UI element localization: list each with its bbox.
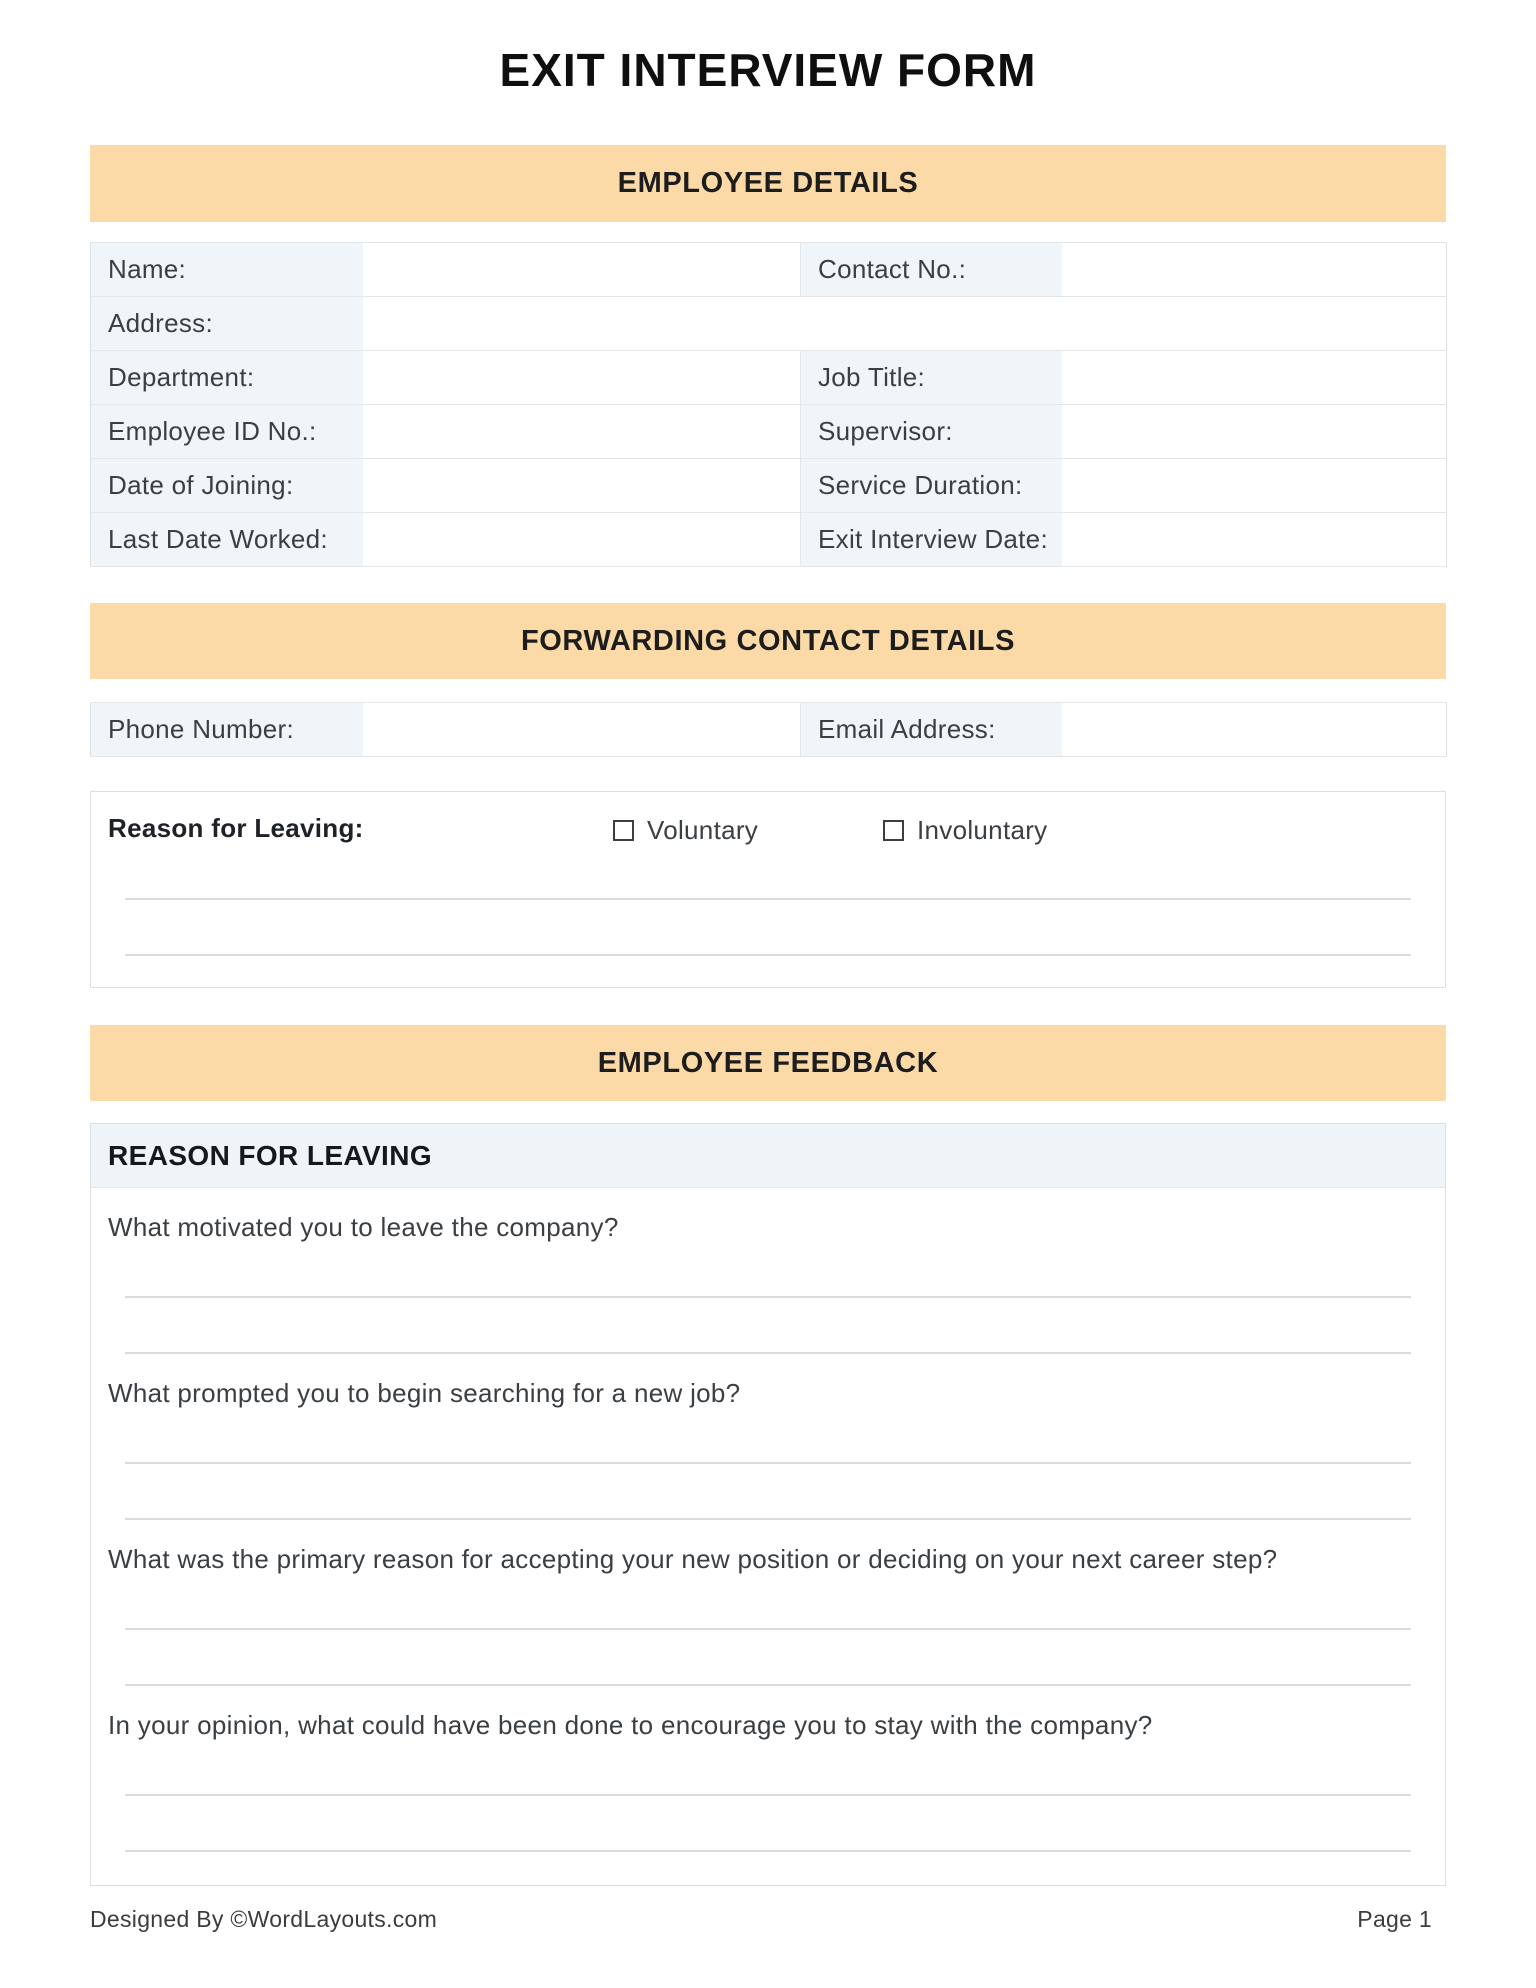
- date-of-joining-label: Date of Joining:: [91, 459, 363, 513]
- department-input-cell[interactable]: [363, 351, 801, 405]
- employee-details-table: [90, 242, 1447, 567]
- involuntary-checkbox-option[interactable]: [883, 815, 1047, 846]
- email-address-label: Email Address:: [801, 703, 1062, 757]
- contact-no-label: Contact No.:: [801, 243, 1062, 297]
- table-row: [91, 351, 1447, 405]
- address-input-cell[interactable]: [363, 297, 1447, 351]
- reason-for-leaving-label: Reason for Leaving:: [108, 813, 364, 843]
- last-date-worked-label: Last Date Worked:: [91, 513, 363, 567]
- answer-line[interactable]: [125, 1794, 1411, 1796]
- exit-interview-date-input-cell[interactable]: [1062, 513, 1447, 567]
- last-date-worked-input-cell[interactable]: [363, 513, 801, 567]
- voluntary-option-label: Voluntary: [647, 815, 759, 845]
- forwarding-contact-table: [90, 702, 1447, 757]
- voluntary-checkbox-option[interactable]: [613, 815, 758, 846]
- supervisor-label: Supervisor:: [801, 405, 1062, 459]
- name-input-cell[interactable]: [363, 243, 801, 297]
- feedback-question: What motivated you to leave the company?: [108, 1212, 619, 1242]
- feedback-question: What was the primary reason for accepting your new position or deciding on your next career step?: [108, 1544, 1278, 1574]
- answer-line[interactable]: [125, 1462, 1411, 1464]
- section-banner-employee-feedback: [90, 1025, 1446, 1101]
- section-heading: EMPLOYEE FEEDBACK: [597, 1046, 939, 1079]
- footer-credit: Designed By ©WordLayouts.com: [90, 1906, 438, 1932]
- page-title: EXIT INTERVIEW FORM: [499, 44, 1037, 96]
- supervisor-input-cell[interactable]: [1062, 405, 1447, 459]
- section-heading: EMPLOYEE DETAILS: [617, 167, 919, 199]
- contact-no-input-cell[interactable]: [1062, 243, 1447, 297]
- answer-line[interactable]: [125, 898, 1411, 900]
- answer-line[interactable]: [125, 1684, 1411, 1686]
- table-row: [91, 297, 1447, 351]
- exit-interview-date-label: Exit Interview Date:: [801, 513, 1062, 567]
- table-row: [91, 703, 1447, 757]
- answer-line[interactable]: [125, 1518, 1411, 1520]
- checkbox-unchecked-icon[interactable]: [613, 820, 634, 841]
- reason-for-leaving-box: [90, 791, 1446, 988]
- job-title-input-cell[interactable]: [1062, 351, 1447, 405]
- table-row: [91, 513, 1447, 567]
- department-label: Department:: [91, 351, 363, 405]
- answer-line[interactable]: [125, 1850, 1411, 1852]
- employee-id-input-cell[interactable]: [363, 405, 801, 459]
- involuntary-option-label: Involuntary: [917, 815, 1048, 845]
- table-row: [91, 459, 1447, 513]
- answer-line[interactable]: [125, 1296, 1411, 1298]
- email-address-input-cell[interactable]: [1062, 703, 1447, 757]
- table-row: [91, 405, 1447, 459]
- section-banner-employee-details: [90, 145, 1446, 222]
- feedback-question: What prompted you to begin searching for a new job?: [108, 1378, 741, 1408]
- service-duration-label: Service Duration:: [801, 459, 1062, 513]
- page-footer: [90, 1906, 1432, 1933]
- section-heading: FORWARDING CONTACT DETAILS: [520, 624, 1016, 657]
- answer-line[interactable]: [125, 1352, 1411, 1354]
- subheader-label: REASON FOR LEAVING: [108, 1139, 433, 1171]
- answer-line[interactable]: [125, 954, 1411, 956]
- phone-number-label: Phone Number:: [91, 703, 363, 757]
- date-of-joining-input-cell[interactable]: [363, 459, 801, 513]
- phone-number-input-cell[interactable]: [363, 703, 801, 757]
- service-duration-input-cell[interactable]: [1062, 459, 1447, 513]
- checkbox-unchecked-icon[interactable]: [883, 820, 904, 841]
- feedback-question: In your opinion, what could have been done to encourage you to stay with the company?: [108, 1710, 1153, 1740]
- address-label: Address:: [91, 297, 363, 351]
- page-number: Page 1: [1357, 1906, 1432, 1932]
- table-row: [91, 243, 1447, 297]
- employee-feedback-box: [90, 1123, 1446, 1886]
- name-label: Name:: [91, 243, 363, 297]
- job-title-label: Job Title:: [801, 351, 1062, 405]
- reason-for-leaving-subheader: [91, 1124, 1445, 1188]
- answer-line[interactable]: [125, 1628, 1411, 1630]
- section-banner-forwarding-contact: [90, 603, 1446, 679]
- employee-id-label: Employee ID No.:: [91, 405, 363, 459]
